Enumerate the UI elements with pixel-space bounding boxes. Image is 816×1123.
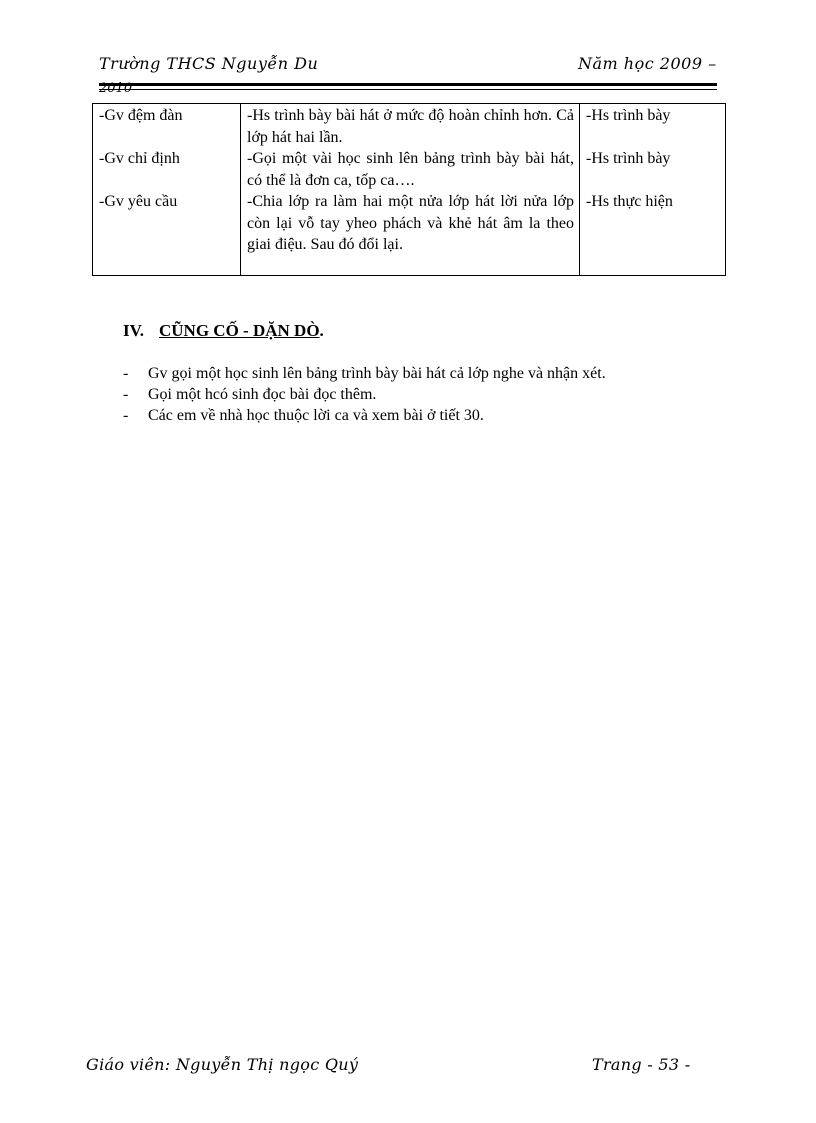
activity-content: -Hs trình bày bài hát ở mức độ hoàn chỉnh hơn. Cả lớp hát hai lần. [247,107,574,146]
student-activity-column [580,104,726,276]
list-item [123,384,606,405]
closing-points-list [123,363,606,426]
teacher-activity-column [93,104,241,276]
header-rule-thick [99,83,717,86]
section-number: IV. [123,321,144,340]
header-rule-thin [99,89,717,90]
header-school: Trường THCS Nguyễn Du [99,54,319,73]
bullet-dash: - [123,386,129,403]
header-school-year: Năm học 2009 – [578,54,717,73]
student-activity: -Hs trình bày [586,150,671,167]
bullet-dash: - [123,407,129,424]
header-year-continued: 2010 [99,81,133,96]
list-item-text: Các em về nhà học thuộc lời ca và xem bài ở tiết 30. [148,407,484,424]
list-item-text: Gv gọi một học sinh lên bảng trình bày bài hát cả lớp nghe và nhận xét. [148,365,606,382]
lesson-activity-table [92,103,726,276]
section-title-suffix: . [319,321,324,340]
list-item-text: Gọi một hcó sinh đọc bài đọc thêm. [148,386,377,403]
section-heading [123,321,324,341]
list-item [123,405,606,426]
activity-content: -Chia lớp ra làm hai một nửa lớp hát lời nửa lớp còn lại vỗ tay yheo phách và khẻ hát âm la theo giai điệu. Sau đó đổi lại. [247,193,574,253]
footer-teacher: Giáo viên: Nguyễn Thị ngọc Quý [86,1055,359,1074]
table-row [93,104,726,276]
activity-content: -Gọi một vài học sinh lên bảng trình bày bài hát, có thể là đơn ca, tốp ca…. [247,150,574,189]
section-title: CŨNG CỐ - DẶN DÒ [159,321,320,340]
list-item [123,363,606,384]
student-activity: -Hs thực hiện [586,193,673,210]
content-column [241,104,580,276]
footer-page-number: Trang - 53 - [592,1055,691,1074]
student-activity: -Hs trình bày [586,107,671,124]
teacher-activity: -Gv yêu cầu [99,193,178,210]
teacher-activity: -Gv đệm đàn [99,107,183,124]
bullet-dash: - [123,365,129,382]
teacher-activity: -Gv chỉ định [99,150,180,167]
